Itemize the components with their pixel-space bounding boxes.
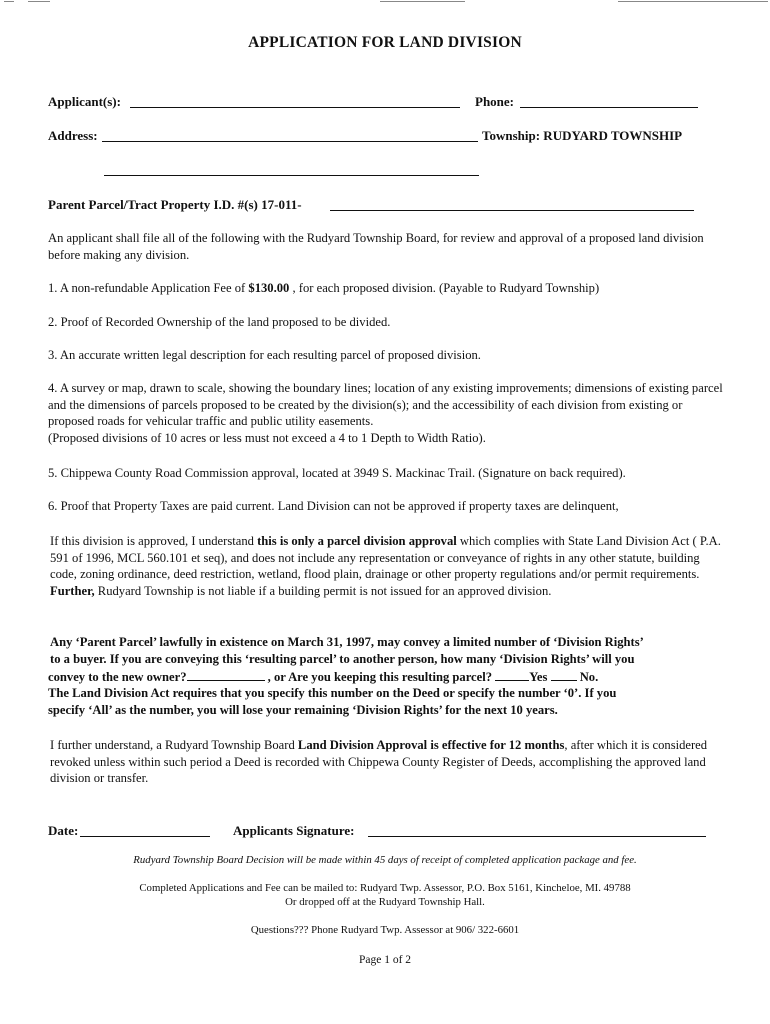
requirement-5: 5. Chippewa County Road Commission approval, located at 3949 S. Mackinac Trail. (Signature on back required).: [48, 466, 626, 480]
address-label: Address:: [48, 128, 98, 143]
division-rights-line-2: to a buyer. If you are conveying this ‘resulting parcel’ to another person, how many ‘Division Rights’ will you: [50, 652, 635, 666]
division-rights-line-4: The Land Division Act requires that you specify this number on the Deed or specify the number ‘0’. If you: [48, 686, 617, 700]
questions-info: Questions??? Phone Rudyard Twp. Assessor at 906/ 322-6601: [250, 924, 520, 936]
address-field[interactable]: [102, 129, 478, 147]
parcel-id-field[interactable]: [330, 198, 694, 216]
township-label: Township: RUDYARD TOWNSHIP: [482, 128, 683, 143]
applicant-label: Applicant(s):: [48, 94, 121, 109]
keeping-yes-field[interactable]: [495, 668, 529, 681]
signature-field[interactable]: [368, 824, 706, 842]
scan-header-marks: [0, 0, 770, 3]
req1-text-end: , for each proposed division. (Payable to Rudyard Township): [289, 281, 600, 295]
dropoff-info: Or dropped off at the Rudyard Township Hall.: [285, 896, 485, 908]
requirement-3: 3. An accurate written legal description for each resulting parcel of proposed division.: [48, 348, 481, 362]
applicant-field[interactable]: [130, 95, 460, 113]
req1-text: 1. A non-refundable Application Fee of: [48, 281, 249, 295]
mailing-info: Completed Applications and Fee can be mailed to: Rudyard Twp. Assessor, P.O. Box 5161, Kincheloe, MI. 49788: [139, 882, 631, 894]
intro-paragraph: An applicant shall file all of the following with the Rudyard Township Board, for review and approval of a proposed land division before making any division.: [48, 231, 704, 262]
division-rights-count-field[interactable]: [187, 668, 265, 681]
signature-label: Applicants Signature:: [233, 823, 355, 838]
requirement-1: [48, 280, 738, 297]
phone-label: Phone:: [475, 94, 514, 109]
division-rights-line-5: specify ‘All’ as the number, you will lose your remaining ‘Division Rights’ for the next 10 years.: [48, 703, 558, 717]
application-fee: $130.00: [248, 281, 290, 295]
approval-validity-paragraph: I further understand, a Rudyard Township Board Land Division Approval is effective for 12 months, after which it is considered revoked unless within such period a Deed is recorded with Chippewa County Register of Deeds, accomplishing the approved land division or transfer.: [50, 738, 708, 785]
keeping-no-field[interactable]: [551, 668, 577, 681]
requirement-2: 2. Proof of Recorded Ownership of the land proposed to be divided.: [48, 315, 391, 329]
requirement-4-note: (Proposed divisions of 10 acres or less must not exceed a 4 to 1 Depth to Width Ratio).: [48, 431, 486, 445]
date-label: Date:: [48, 823, 79, 838]
division-rights-line-3: convey to the new owner? , or Are you keeping this resulting parcel? Yes No.: [48, 670, 599, 684]
date-field[interactable]: [80, 824, 210, 842]
address-field-line-2[interactable]: [104, 163, 479, 181]
page-title: APPLICATION FOR LAND DIVISION: [248, 34, 522, 51]
requirement-6: 6. Proof that Property Taxes are paid current. Land Division can not be approved if property taxes are delinquent,: [48, 499, 619, 513]
board-decision-note: Rudyard Township Board Decision will be made within 45 days of receipt of completed application package and fee.: [133, 854, 637, 866]
page-number: Page 1 of 2: [358, 954, 412, 966]
phone-field[interactable]: [520, 95, 698, 113]
division-rights-line-1: Any ‘Parent Parcel’ lawfully in existence on March 31, 1997, may convey a limited number of ‘Division Rights’: [50, 635, 644, 649]
approval-paragraph: If this division is approved, I understand this is only a parcel division approval which complies with State Land Division Act ( P.A. 591 of 1996, MCL 560.101 et seq), and does not include any representation or conveyance of rights in any other statute, building code, zoning ordinance, deed restriction, wetland, flood plain, drainage or other property regulations and/or permit requirements. Further, Rudyard Township is not liable if a building permit is not issued for an approved division.: [50, 534, 721, 598]
parcel-id-label: Parent Parcel/Tract Property I.D. #(s) 17-011-: [48, 197, 302, 212]
requirement-4: 4. A survey or map, drawn to scale, showing the boundary lines; location of any existing improvements; dimensions of existing parcel and the dimensions of parcels proposed to be created by the division(s); and the accessibility of each division from existing or proposed roads for vehicular traffic and public utility easements.: [48, 381, 723, 428]
